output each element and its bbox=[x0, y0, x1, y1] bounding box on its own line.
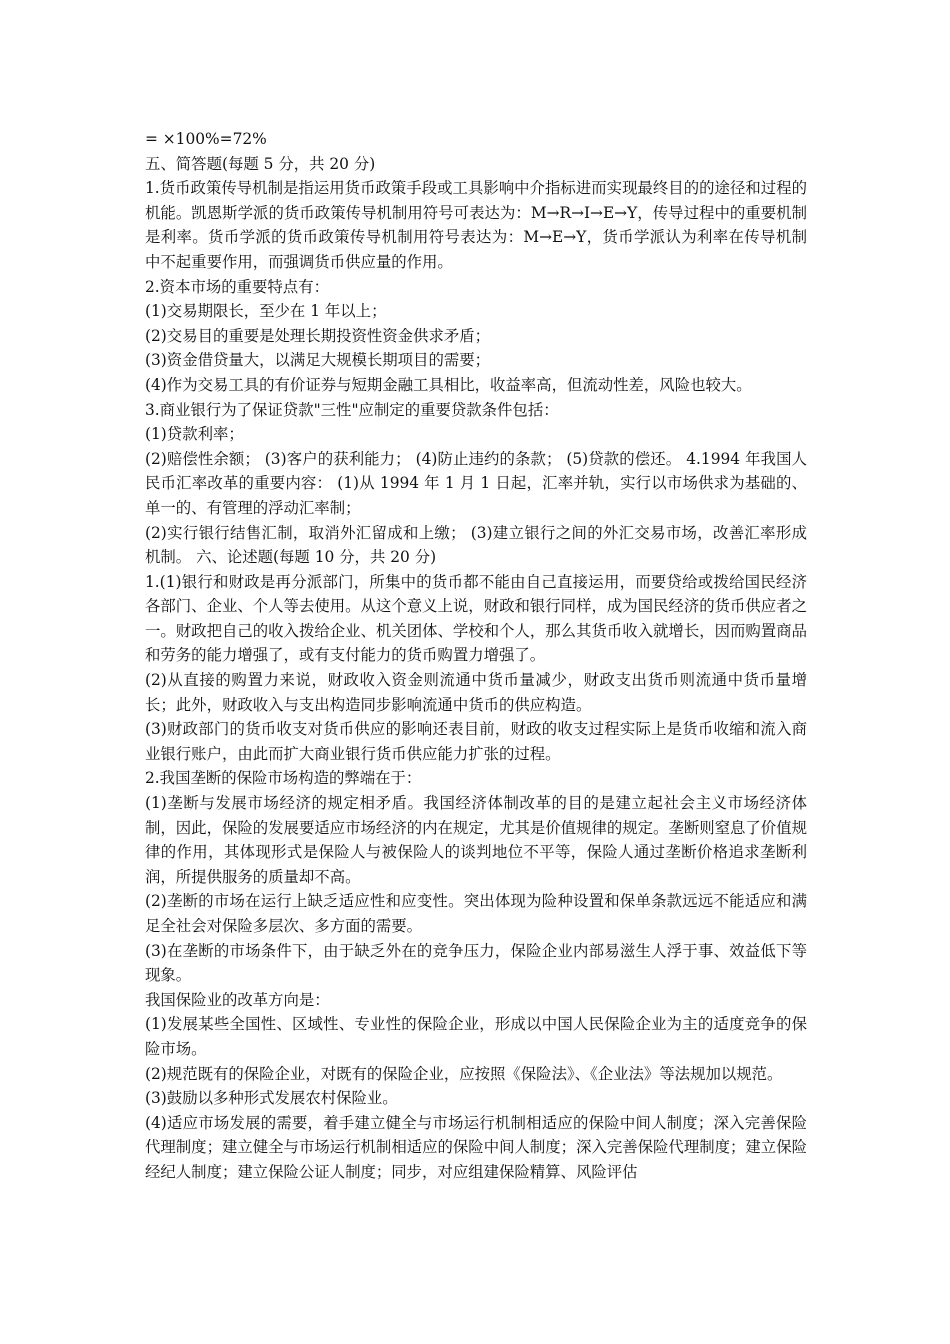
paragraph-17: (1)垄断与发展市场经济的规定相矛盾。我国经济体制改革的目的是建立起社会主义市场经济体制，因此，保险的发展要适应市场经济的内在规定，尤其是价值规律的规定。垄断则窒息了价值规律的作用，其体现形式是保险人与被保险人的谈判地位不平等，保险人通过垄断价格追求垄断利润，所提供服务的质量却不高。 bbox=[145, 794, 807, 886]
paragraph-15: (3)财政部门的货币收支对货币供应的影响还表目前，财政的收支过程实际上是货币收缩和流入商业银行账户，由此而扩大商业银行货币供应能力扩张的过程。 bbox=[145, 720, 807, 763]
paragraph-23: (3)鼓励以多种形式发展农村保险业。 bbox=[145, 1089, 398, 1108]
paragraph-21: (1)发展某些全国性、区域性、专业性的保险企业，形成以中国人民保险企业为主的适度竞争的保险市场。 bbox=[145, 1015, 807, 1058]
document-page bbox=[145, 127, 807, 1185]
paragraph-24: (4)适应市场发展的需要，着手建立健全与市场运行机制相适应的保险中间人制度；深入完善保险代理制度；建立健全与市场运行机制相适应的保险中间人制度；深入完善保险代理制度；建立保险经纪人制度；建立保险公证人制度；同步，对应组建保险精算、风险评估 bbox=[145, 1113, 807, 1181]
paragraph-22: (2)规范既有的保险企业，对既有的保险企业，应按照《保险法》、《企业法》等法规加以规范。 bbox=[145, 1064, 783, 1083]
paragraph-18: (2)垄断的市场在运行上缺乏适应性和应变性。突出体现为险种设置和保单条款远远不能适应和满足全社会对保险多层次、多方面的需要。 bbox=[145, 892, 807, 935]
paragraph-14: (2)从直接的购置力来说，财政收入资金则流通中货币量减少，财政支出货币则流通中货币量增长；此外，财政收入与支出构造同步影响流通中货币的供应构造。 bbox=[145, 671, 807, 714]
paragraph-7: (3)资金借贷量大，以满足大规模长期项目的需要； bbox=[145, 351, 491, 370]
paragraph-19: (3)在垄断的市场条件下，由于缺乏外在的竞争压力，保险企业内部易滋生人浮于事、效益低下等现象。 bbox=[145, 941, 807, 985]
paragraph-5: (1)交易期限长，至少在 1 年以上； bbox=[145, 302, 387, 321]
paragraph-2: 五、简答题(每题 5 分，共 20 分) bbox=[145, 154, 376, 173]
paragraph-20: 我国保险业的改革方向是： bbox=[145, 990, 330, 1009]
paragraph-12: (2)实行银行结售汇制，取消外汇留成和上缴； (3)建立银行之间的外汇交易市场，改善汇率形成机制。 六、论述题(每题 10 分，共 20 分) bbox=[145, 523, 807, 567]
paragraph-1: = ×100%=72% bbox=[145, 130, 267, 148]
paragraph-3: 1.货币政策传导机制是指运用货币政策手段或工具影响中介指标进而实现最终目的的途径和过程的机能。凯恩斯学派的货币政策传导机制用符号可表达为：M→R→I→E→Y，传导过程中的重要机制是利率。货币学派的货币政策传导机制用符号表达为：M→E→Y，货币学派认为利率在传导机制中不起重要作用，而强调货币供应量的作用。 bbox=[145, 179, 807, 271]
paragraph-13: 1.(1)银行和财政是再分派部门，所集中的货币都不能由自己直接运用，而要贷给或拨给国民经济各部门、企业、个人等去使用。从这个意义上说，财政和银行同样，成为国民经济的货币供应者之一。财政把自己的收入拨给企业、机关团体、学校和个人，那么其货币收入就增长，因而购置商品和劳务的能力增强了，或有支付能力的货币购置力增强了。 bbox=[145, 572, 807, 665]
paragraph-10: (1)贷款利率； bbox=[145, 425, 244, 444]
paragraph-6: (2)交易目的重要是处理长期投资性资金供求矛盾； bbox=[145, 326, 491, 345]
paragraph-16: 2.我国垄断的保险市场构造的弊端在于： bbox=[145, 769, 422, 788]
paragraph-9: 3.商业银行为了保证贷款"三性"应制定的重要贷款条件包括： bbox=[145, 400, 559, 419]
paragraph-8: (4)作为交易工具的有价证券与短期金融工具相比，收益率高，但流动性差，风险也较大。 bbox=[145, 375, 752, 394]
paragraph-11: (2)赔偿性余额； (3)客户的获利能力； (4)防止违约的条款； (5)贷款的偿还。 4.1994 年我国人民币汇率改革的重要内容： (1)从 1994 年 1 月 1 日起，汇率并轨，实行以市场供求为基础的、单一的、有管理的浮动汇率制； bbox=[145, 449, 807, 517]
paragraph-4: 2.资本市场的重要特点有： bbox=[145, 277, 329, 296]
